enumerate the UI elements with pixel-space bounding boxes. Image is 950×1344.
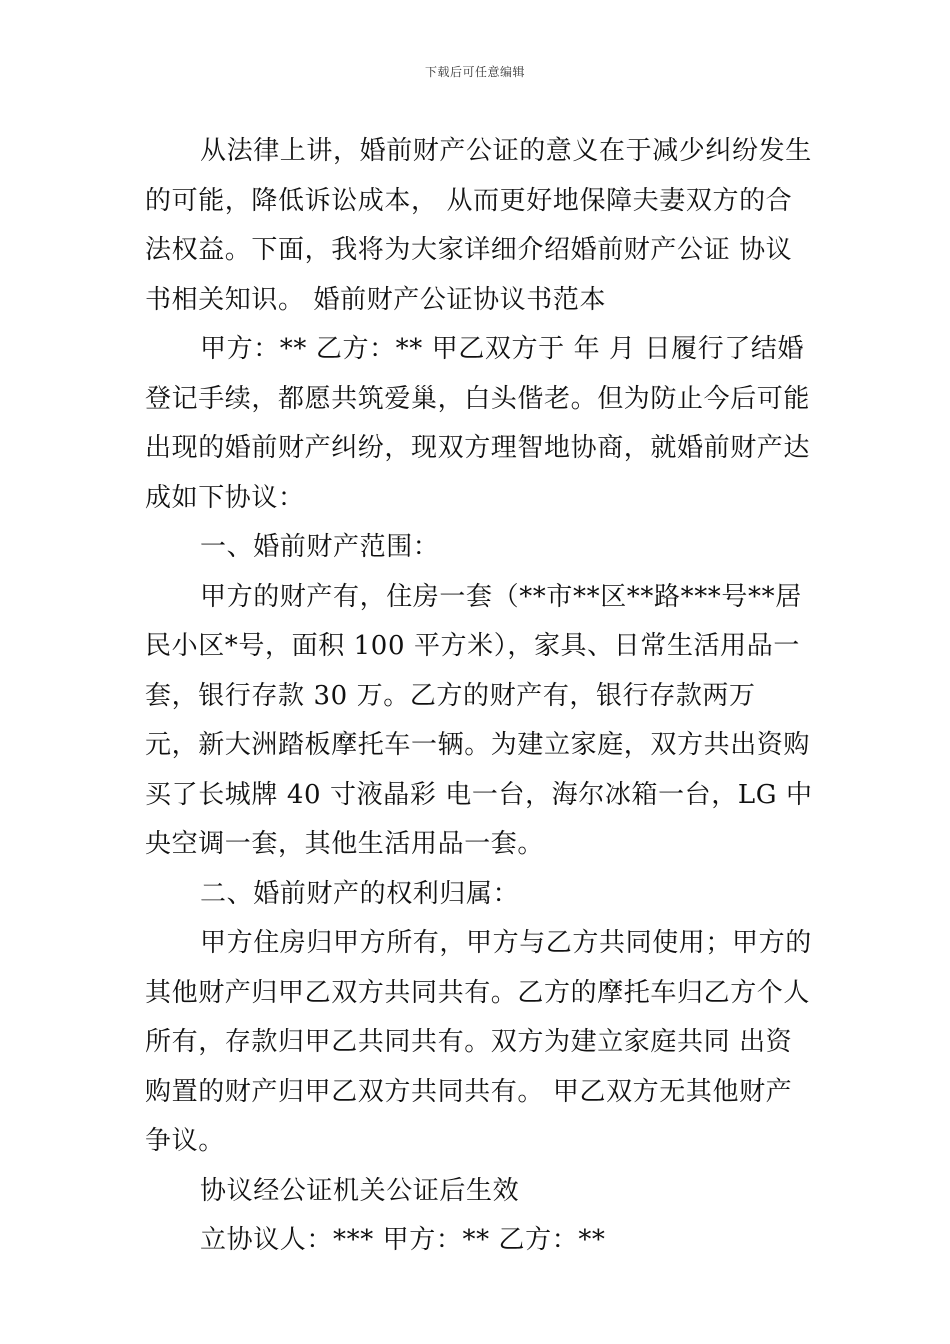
paragraph-property-scope: 甲方的财产有，住房一套（**市**区**路***号**居民小区*号，面积 100 平方米），家具、日常生活用品一套，银行存款 30 万。乙方的财产有，银行存款两万 元，新大洲踏板摩托车一辆。为建立家庭，双方共出资购买了长城牌 40 寸液晶彩 电一台，海尔冰箱一台，LG 中央空调一套，其他生活用品一套。 — [145, 581, 813, 859]
section-heading-ownership: 二、婚前财产的权利归属： — [200, 878, 520, 909]
paragraph-intro: 从法律上讲，婚前财产公证的意义在于减少纠纷发生的可能，降低诉讼成本， 从而更好地保障夫妻双方的合法权益。下面，我将为大家详细介绍婚前财产公证 协议书相关知识。 婚前财产公证协议书范本 — [145, 136, 812, 315]
document-body — [145, 127, 813, 1266]
paragraph-ownership: 甲方住房归甲方所有，甲方与乙方共同使用；甲方的其他财产归甲乙双方共同共有。乙方的摩托车归乙方个人所有，存款归甲乙共同共有。双方为建立家庭共同 出资购置的财产归甲乙双方共同共有。 甲乙双方无其他财产争议。 — [145, 928, 812, 1156]
paragraph-parties: 甲方：** 乙方：** 甲乙双方于 年 月 日履行了结婚登记手续，都愿共筑爱巢，白头偕老。但为防止今后可能出现的婚前财产纠纷，现双方理智地协商，就婚前财产达成如下协议： — [145, 334, 811, 513]
paragraph-effective: 协议经公证机关公证后生效 — [200, 1175, 520, 1206]
paragraph-signatories: 立协议人：*** 甲方：** 乙方：** — [200, 1225, 606, 1255]
section-heading-property-scope: 一、婚前财产范围： — [200, 532, 440, 562]
page-header: 下载后可任意编辑 — [424, 65, 525, 79]
